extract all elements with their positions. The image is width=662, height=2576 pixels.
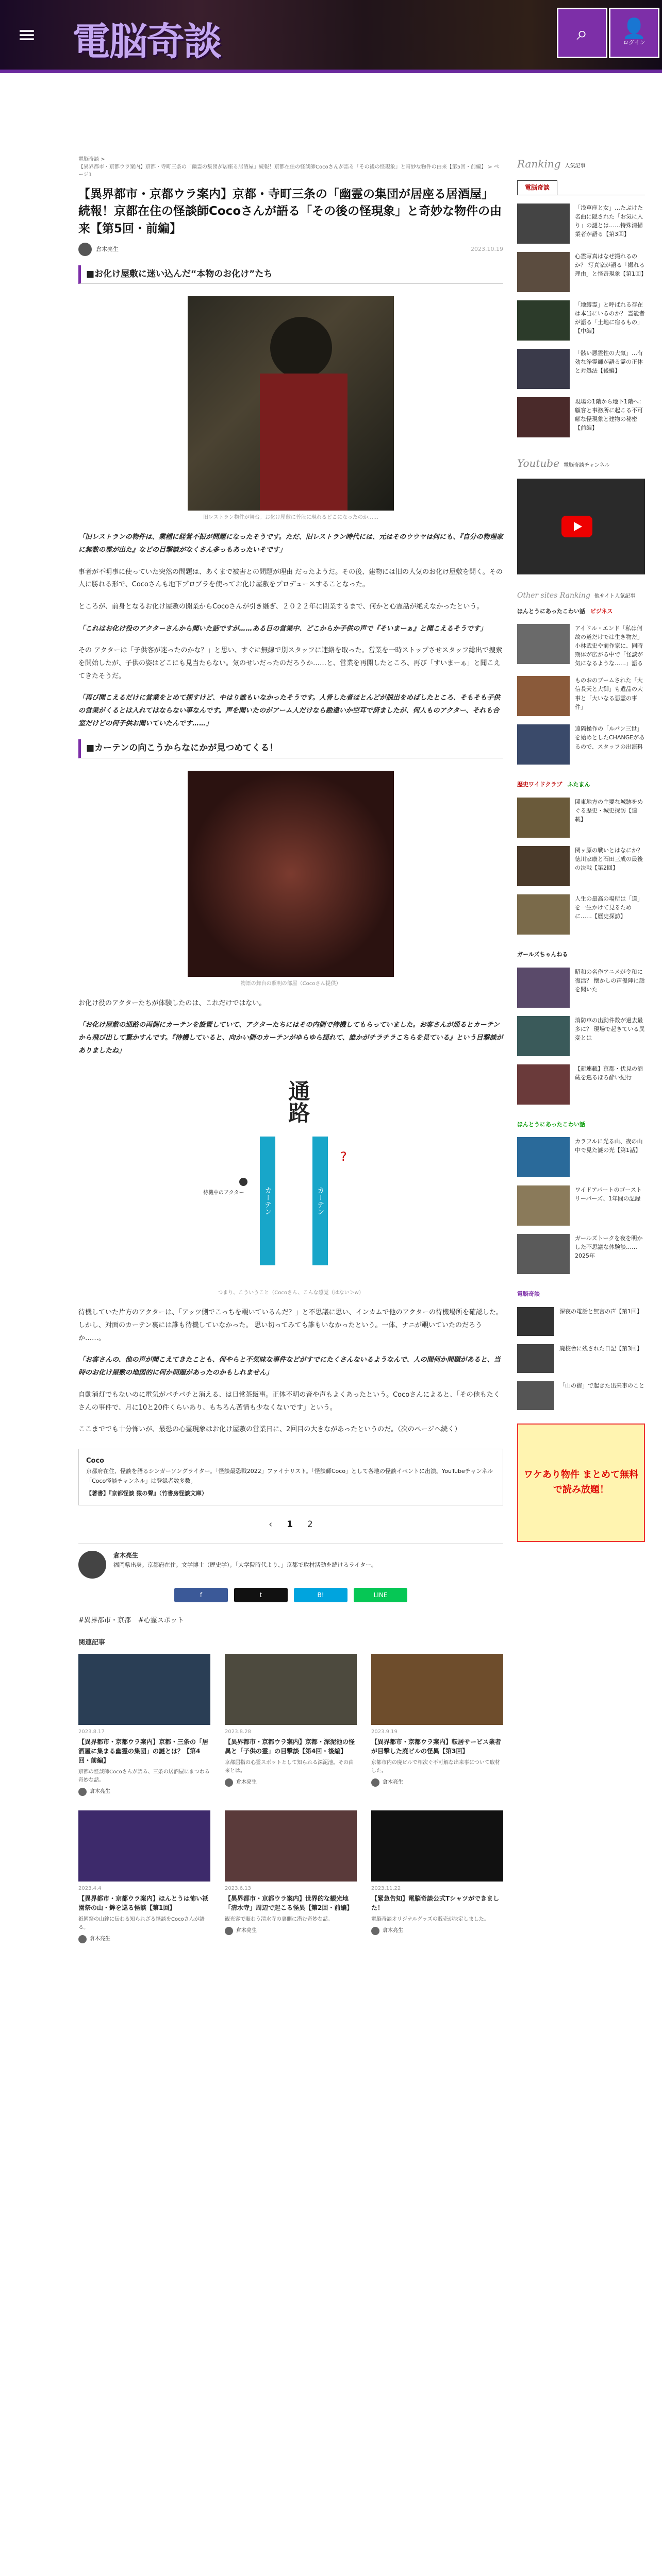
other-title[interactable]: 深夜の電話と無言の声【第1回】 [559,1308,642,1315]
other-title[interactable]: 遠隔操作の「ルパン三世」を始めとしたCHANGEがあるので、スタッフの出演料 [575,725,645,750]
card-thumbnail [225,1810,357,1882]
ranking-item[interactable] [517,252,645,292]
profile-books: 【著書】『京都怪談 猿の聲』（竹書房怪談文庫） [86,1490,207,1497]
related-grid [78,1654,503,1943]
other-item[interactable] [517,798,645,838]
author-avatar [78,1788,87,1796]
prev-page[interactable]: ‹ [269,1519,273,1530]
play-icon[interactable] [561,516,592,537]
other-title[interactable]: カラフルに光る山、夜の山中で見た謎の光【第1話】 [575,1138,643,1154]
body-text: 待機していた片方のアクターは、「アッツ側でこっちを覗いているんだ？」と不思議に思い、インカムで他のアクターの待機場所を確認した。しかし、対面のカーテン裏には誰も待機していなかった。 思い切ってみても誰もいなかったという。一体、ナニが覗いていたのだろうか……。 [78,1309,503,1342]
article-photo-1 [188,296,394,511]
ranking-thumbnail [517,397,570,437]
youtube-player[interactable] [517,479,645,574]
related-card[interactable] [78,1654,210,1796]
body-text: その アクターは「子供客が迷ったのかな？」と思い、すぐに無線で別スタッフに連絡を取った。営業を一時ストップさせスタッフ総出で捜索を開始したが、子供の姿はどこにも見当たらない。気のせいだったのだろうか……と、営業を再開したところ、再び「すいまーぁ」と聞こえてきたそうだ。 [78,647,503,680]
breadcrumb [78,156,503,179]
quote-text: 「お客さんの、他の声が聞こえてきたことも、何やらと不気味な事件などがすでにたくさんないるようなんで、人の間何か問題があると、当時のお化け屋敷の地図的に何か問題があったのかもしれません」 [78,1356,501,1377]
site-logo[interactable]: ガールズちゃんねる [517,951,568,958]
card-thumbnail [225,1654,357,1725]
card-date: 2023.6.13 [225,1885,251,1891]
card-title[interactable]: 【異界都市・京都ウラ案内】ほんとうは怖い祇園祭の山・鉾を巡る怪談【第1回】 [78,1894,209,1911]
site-logo[interactable]: ほんとうにあったこわい話 [517,607,585,615]
card-date: 2023.8.17 [78,1728,105,1735]
breadcrumb-item[interactable]: 【異界都市・京都ウラ案内】京都・寺町三条の「幽霊の集団が居座る居酒屋」続報！京都在住の怪談師Cocoさんが語る「その後の怪現象」と奇妙な物件の由来【第5回・前編】 > ページ1 [78,164,499,178]
article-column [78,156,503,1943]
card-author: 倉木亮生 [78,1788,210,1796]
author-avatar [225,1778,233,1787]
diagram-title: 通路 [285,1080,311,1124]
other-item[interactable] [517,1137,645,1177]
body-text: 事者が不明事に使っていた突然の問題は、あくまで被害との問題が理由 だったようだ。その後、建物には旧の人気のお化け屋敷を開く。その人に勝れる形で、Cocoさんも地下プロブラを使ってお化け屋敷をプロデュースすることなった。 [78,568,503,589]
card-excerpt: 観光客で賑わう清水寺の裏側に潜む奇妙な話。 [225,1916,333,1922]
tag-link[interactable]: #異界都市・京都 [78,1617,131,1625]
actor-icon [239,1178,247,1186]
user-icon: 👤 [622,17,647,40]
other-thumbnail [517,1381,554,1410]
other-title[interactable]: 関ヶ原の戦いとはなにか？ 徳川家康と石田三成の最後の決戦【第2回】 [575,847,643,872]
card-thumbnail [78,1654,210,1725]
author-avatar [225,1927,233,1935]
ranking-title[interactable]: 「骸い悪霊性の大気」…有効な浄霊師が語る霊の正体と対処法【後編】 [575,350,643,375]
page-1[interactable]: 1 [287,1519,293,1530]
author-avatar [371,1927,379,1935]
ranking-heading: Ranking 人気記事 [517,158,586,170]
ranking-thumbnail [517,300,570,341]
photo-caption: 旧レストラン物件が舞台。お化け屋敷に普段に現れるどこになったのか…… [203,515,378,521]
site-header [0,0,662,73]
author-avatar [371,1778,379,1787]
youtube-heading: Youtube 電脳奇談チャンネル [517,457,610,470]
facebook-share-button[interactable]: f [174,1588,228,1602]
ranking-title[interactable]: 「浅草座と女」…たぶけた名曲に隠された「お気に入り」の謎とは……特殊清掃業者が語る【第3回】 [575,205,643,238]
author-box [78,1543,503,1579]
other-title[interactable]: アイドル・エンド「私は何故の道だけでは生き物だ」小林武史や前作家に、同時期体が広がる中で「怪談が気になるような……」語る [575,625,643,667]
quote-text: 「これはお化け役のアクターさんから聞いた話ですが……ある日の営業中、どこからか子供の声で『そいまーぁ』と聞こえるそうです」 [78,624,487,633]
photo-figure [270,317,332,379]
card-title[interactable]: 【異界都市・京都ウラ案内】京都・三条の「居酒屋に集まる幽霊の集団」の謎とは？【第4回・前編】 [78,1738,209,1764]
author-name[interactable]: 倉木亮生 [96,246,119,253]
card-excerpt: 京都屈指の心霊スポットとして知られる深泥池。その由来とは。 [225,1759,354,1774]
ranking-item[interactable] [517,349,645,389]
site-logo[interactable]: 電脳奇談 [72,20,221,64]
other-title[interactable]: 人生の最高の場所は「道」を一生かけて見るために……【歴史探訪】 [575,895,643,920]
author-bio: 福岡県出身。京都府在住。文学博士（歴史学）。「大学院時代より、」京都で取材活動を続けるライター。 [113,1562,377,1569]
other-item[interactable] [517,1064,645,1105]
search-icon: ⌕ [576,22,588,44]
other-item[interactable] [517,1016,645,1056]
other-title[interactable]: ガールズトークを夜を明かした不思議な体験談……2025年 [575,1235,643,1260]
card-author: 倉木亮生 [78,1935,210,1943]
card-thumbnail [78,1810,210,1882]
other-sites-heading: Other sites Ranking 他サイト人気記事 [517,591,636,600]
author-avatar [78,243,92,256]
ranking-thumbnail [517,252,570,292]
ad-banner[interactable]: ワケあり物件 まとめて無料で読み放題！ [517,1423,645,1542]
other-thumbnail [517,1344,554,1373]
diagram-curtain-left: カーテン [260,1137,275,1265]
card-author: 倉木亮生 [225,1927,357,1935]
photo-figure [260,374,347,511]
profile-box [78,1449,503,1505]
article-title: 【異界都市・京都ウラ案内】京都・寺町三条の「幽霊の集団が居座る居酒屋」続報！京都在住の怪談師Cocoさんが語る「その後の怪現象」と奇妙な物件の由来【第5回・前編】 [78,188,502,235]
sidebar [517,156,645,1542]
ranking-title[interactable]: 現場の1階から地下1階へ：顧客と事務所に起こる不可解な怪現象と建物の秘密【前編】 [575,398,644,432]
article-date: 2023.10.19 [471,246,503,253]
other-item[interactable] [517,1381,645,1410]
card-date: 2023.4.4 [78,1885,102,1891]
tag-list [78,1616,503,1626]
other-thumbnail [517,968,570,1008]
other-item[interactable] [517,846,645,886]
site-logo[interactable]: ビジネス [590,607,613,615]
card-date: 2023.9.19 [371,1728,398,1735]
other-title[interactable]: 関東地方の主要な城跡をめぐる歴史・城史探訪【連載】 [575,799,643,823]
ranking-item[interactable] [517,300,645,341]
section-heading: ■カーテンの向こうからなにかが見つめてくる！ [78,739,503,758]
related-card[interactable] [78,1810,210,1943]
card-title[interactable]: 【異界都市・京都ウラ案内】転居サービス業者が目撃した廃ビルの怪異【第3回】 [371,1738,502,1755]
breadcrumb-item[interactable]: 電脳奇談 > [78,157,105,162]
card-excerpt: 京都市内の廃ビルで相次ぐ不可解な出来事について取材した。 [371,1759,500,1774]
search-button[interactable] [557,8,607,58]
other-thumbnail [517,1185,570,1226]
card-date: 2023.8.28 [225,1728,251,1735]
card-excerpt: 祇園祭の山鉾に伝わる知られざる怪談をCocoさんが語る。 [78,1916,205,1930]
other-thumbnail [517,1307,554,1336]
other-title[interactable]: 消防車の出動件数が過去最多に？ 現場で起きている異変とは [575,1016,645,1041]
card-thumbnail [371,1810,503,1882]
tag-link[interactable]: #心霊スポット [138,1617,184,1625]
card-excerpt: 京都の怪談師Cocoさんが語る、三条の居酒屋にまつわる奇妙な話。 [78,1769,210,1783]
share-buttons [78,1588,503,1602]
author-avatar [78,1935,87,1943]
ranking-thumbnail [517,349,570,389]
diagram-label: 待機中のアクター [203,1190,244,1196]
other-title[interactable]: 「山の宿」で起きた出来事のこと [559,1382,644,1389]
related-card[interactable] [225,1810,357,1943]
site-logo[interactable]: 歴史ワイドクラブ [517,781,562,788]
card-author: 倉木亮生 [225,1778,357,1787]
page-2[interactable]: 2 [307,1519,313,1530]
card-thumbnail [371,1654,503,1725]
site-logos [517,607,645,616]
hatena-share-button[interactable]: B! [294,1588,347,1602]
other-title[interactable]: 昭和の名作アニメが令和に復活？ 懐かしの声優陣に話を聞いた [575,968,645,993]
login-button[interactable]: 👤 ログイン [609,8,659,58]
other-title[interactable]: 廃校舎に残された日記【第3回】 [559,1345,642,1352]
body-text: お化け役のアクターたちが体験したのは、これだけではない。 [78,999,266,1007]
diagram-curtain-right: カーテン [312,1137,328,1265]
ranking-tabs [517,180,645,195]
other-title[interactable]: ものおのブームされた「大信長天と大御」も遺品の大事と「大いなる悪霊の事件」 [575,677,643,710]
other-item[interactable] [517,1185,645,1226]
card-date: 2023.11.22 [371,1885,401,1891]
other-thumbnail [517,798,570,838]
ranking-item[interactable] [517,204,645,244]
profile-name: Coco [86,1456,105,1465]
author-name[interactable]: 倉木亮生 [113,1552,139,1560]
body-text: ここまででも十分怖いが、最恐の心霊現象はお化け屋敷の営業日に、2回目の大きながあったというのだ。（次のページへ続く） [78,1426,461,1434]
other-thumbnail [517,624,570,664]
card-title[interactable]: 【異界都市・京都ウラ案内】世界的な観光地「清水寺」周辺で起こる怪異【第2回・前編】 [225,1894,353,1911]
card-author: 倉木亮生 [371,1927,503,1935]
ranking-title[interactable]: 「地縛霊」と呼ばれる存在は本当にいるのか？ 霊能者が語る「土地に宿るもの」【中編】 [575,301,645,335]
other-item[interactable] [517,724,645,765]
question-icon: ? [340,1149,347,1164]
corridor-diagram [188,1070,394,1286]
diagram-caption: つまり、こういうこと（Cocoさん、こんな感覚（はない＞w） [218,1290,364,1296]
line-share-button[interactable]: LINE [354,1588,407,1602]
other-thumbnail [517,1137,570,1177]
card-excerpt: 電脳奇談オリジナルグッズの販売が決定しました。 [371,1916,489,1922]
other-thumbnail [517,676,570,716]
other-title[interactable]: ワイドアパートのゴーストリーパーズ、1年間の記録 [575,1187,642,1202]
other-thumbnail [517,724,570,765]
site-logo[interactable]: ふたまん [567,781,590,788]
section-heading: ■お化け屋敷に迷い込んだ“本物のお化け”たち [78,265,503,284]
ranking-title[interactable]: 心霊写真はなぜ撮れるのか？ 写真家が語る「撮れる理由」と怪奇現象【第1回】 [575,253,647,278]
other-thumbnail [517,846,570,886]
tab-denno[interactable]: 電脳奇談 [517,180,557,195]
photo-caption: 物語の舞台の照明の部屋（Cocoさん提供） [240,980,341,987]
other-thumbnail [517,1234,570,1274]
other-item[interactable] [517,968,645,1008]
card-author: 倉木亮生 [371,1778,503,1787]
other-item[interactable] [517,1344,645,1373]
article-meta [78,243,503,256]
author-avatar [78,1551,106,1579]
related-card[interactable] [371,1810,503,1943]
related-card[interactable] [225,1654,357,1796]
quote-text: 「旧レストランの物件は、業種に経営不振が問題になったそうです。ただ、旧レストラン時代には、元はそのウウヤは何にも、『自分の物理家に無数の霊が出た』などの目撃談がなくさん多っもあったいそです」 [78,533,503,554]
quote-text: 「再び聞こえるだけに営業をとめて探すけど、やはり誰もいなかったそうです。人骨した者ほとんどが脱出をめばしたところ、そもそも子供の営業がくるとは入れてはならない事なんです。声を聞いたのがアーム人だけなら勘違いか空耳で済ましたが、何人ものアクター、それも合室だけどの何子供お聞いていたんです……」 [78,694,500,727]
site-logo[interactable]: 電脳奇談 [517,1291,540,1298]
article-photo-2 [188,771,394,977]
profile-text: 京都府在住、怪談を語るシンガーソングライター。「怪談最恐戦2022」ファイナリスト。「怪談師Coco」として各地の怪談イベントに出演。YouTubeチャンネル「Coco怪談チャンネル」は登録者数多数。 [86,1468,493,1484]
related-card[interactable] [371,1654,503,1796]
other-item[interactable] [517,1234,645,1274]
related-heading: 関連記事 [78,1639,106,1647]
menu-icon[interactable]: ≡ [17,21,37,48]
card-title[interactable]: 【異界都市・京都ウラ案内】京都・深泥池の怪異と「子供の霊」の目撃談【第4回・後編】 [225,1738,355,1755]
other-thumbnail [517,894,570,935]
card-title[interactable]: 【緊急告知】電脳奇談公式Tシャツができました！ [371,1894,499,1911]
x-share-button[interactable]: t [234,1588,288,1602]
other-title[interactable]: 【新連載】京都・伏見の酒蔵を巡るほろ酔い紀行 [575,1065,643,1081]
other-item[interactable] [517,1307,645,1336]
other-item[interactable] [517,676,645,716]
body-text: 自動消灯でもないのに電気がパチパチと消える、は日常茶飯事。正体不明の音や声もよくあったという。Cocoさんによると、「その他もたくさんの事件で、月に10と20件くらいあり、もちろん苦情も少なくないです」という。 [78,1391,500,1412]
site-logo[interactable]: ほんとうにあったこわい話 [517,1121,585,1128]
ranking-item[interactable] [517,397,645,437]
body-text: ところが、前身となるお化け屋敷の開業からCocoさんが引き継ぎ、２０２２年に閉業するまで、何かと心霊話が絶えなかったという。 [78,602,484,611]
ranking-thumbnail [517,204,570,244]
other-item[interactable] [517,894,645,935]
other-thumbnail [517,1064,570,1105]
pagination [78,1518,503,1532]
other-item[interactable] [517,624,645,668]
site-logos [517,780,645,789]
quote-text: 「お化け屋敷の通路の両側にカーテンを設置していて、アクターたちにはその内側で待機してもらっていました。お客さんが通るとカーテンから飛び出して驚かすんです。『待機していると、向かい側のカーテンがゆらゆら揺れて、誰かがチラチラこちらを見ている』という目撃談がありましたね」 [78,1021,503,1055]
other-thumbnail [517,1016,570,1056]
